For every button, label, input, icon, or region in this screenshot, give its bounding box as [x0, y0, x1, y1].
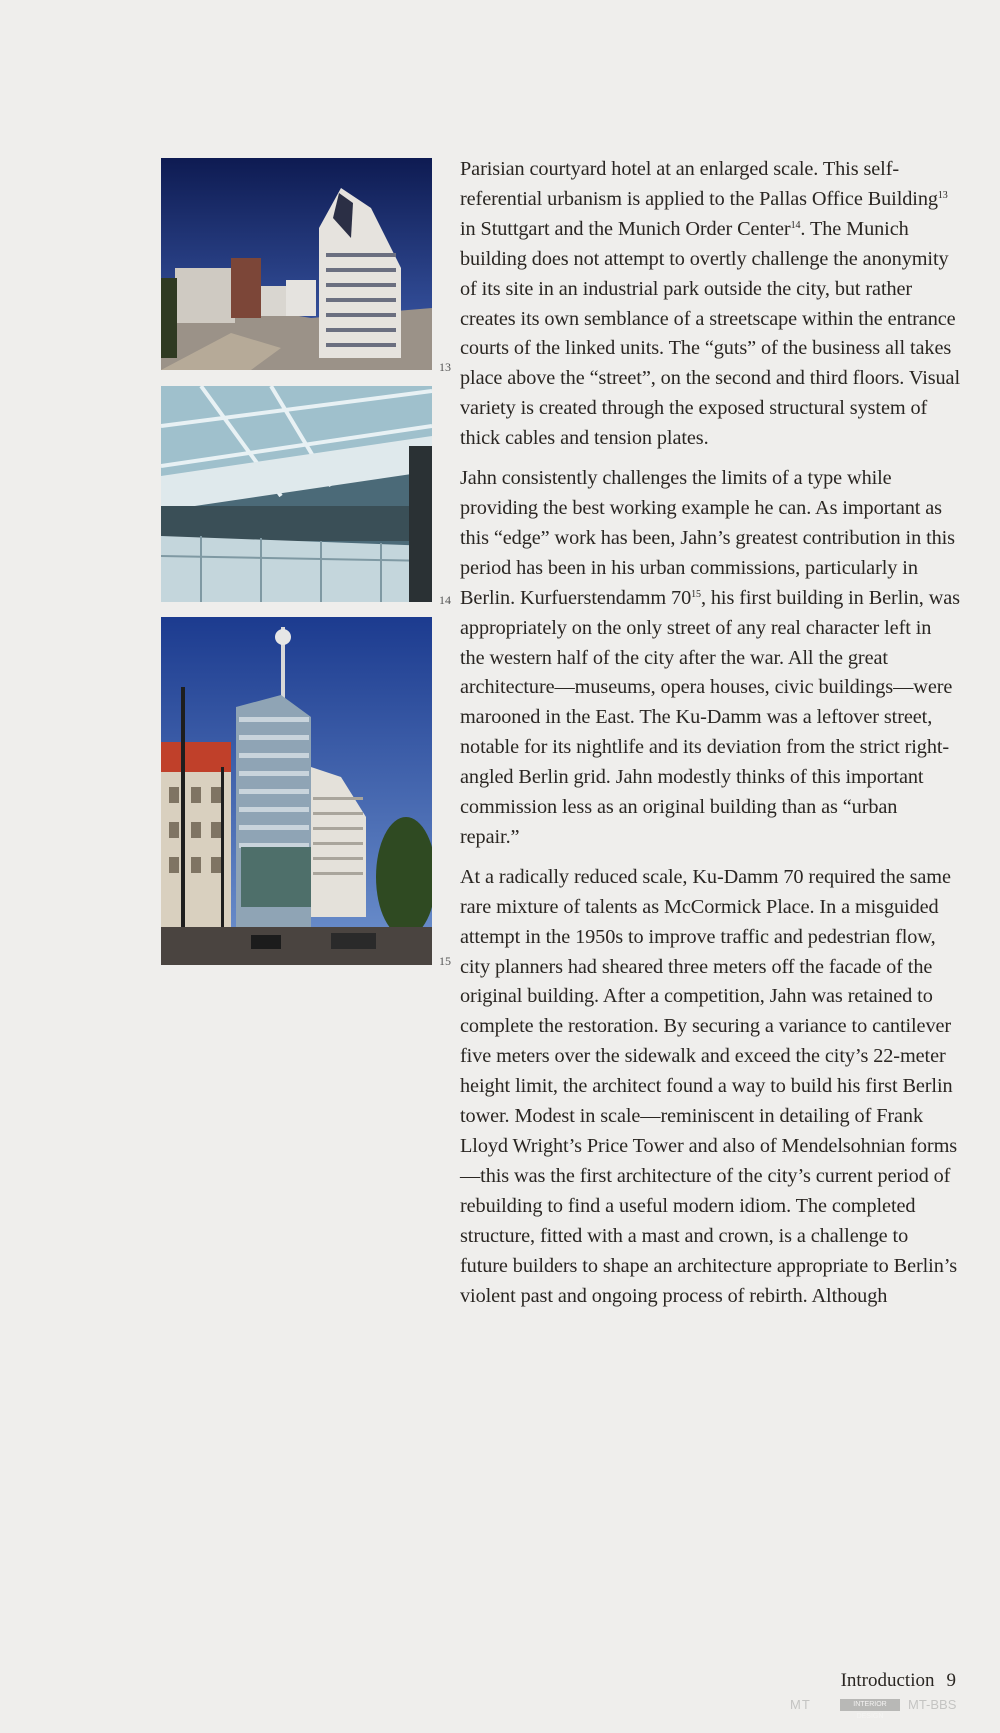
footnote-ref: 13 — [937, 189, 948, 201]
page-number: 9 — [946, 1670, 956, 1691]
body-text-column — [460, 155, 960, 1311]
paragraph-text: , his first building in Berlin, was appropriately on the only street of any real character left in the western half of the city after the war. All the great architecture—museums, opera houses, civic buildings—were marooned in the East. The Ku-Damm was a leftover street, notable for its nightlife and its deviation from the strict right-angled Berlin grid. Jahn modestly thinks of this important commission less as an original building than as “urban repair.” — [460, 586, 960, 848]
paragraph-2 — [460, 464, 960, 853]
figure-number-13: 13 — [439, 360, 451, 374]
footnote-ref: 14 — [790, 219, 801, 231]
footer-section-title: Introduction — [840, 1670, 935, 1691]
paragraph-1 — [460, 155, 960, 454]
paragraph-text: Parisian courtyard hotel at an enlarged scale. This self-referential urbanism is applied to the Pallas Office Building — [460, 158, 938, 210]
figure-number-14: 14 — [439, 593, 451, 607]
footnote-ref: 15 — [691, 588, 701, 600]
photo-kurfuerstendamm-70 — [161, 617, 432, 965]
paragraph-text: . The Munich building does not attempt to overtly challenge the anonymity of its site in an industrial park outside the city, but rather creates its own semblance of a streetscape within the entrance courts of the linked units. The “guts” of the business all takes place above the “street”, on the second and third floors. Visual variety is created through the exposed structural system of thick cables and tension plates. — [460, 217, 960, 450]
paragraph-text: Jahn consistently challenges the limits of a type while providing the best working example he can. As important as this “edge” work has been, Jahn’s greatest contribution in this period has been in his urban commissions, particularly in Berlin. Kurfuerstendamm 70 — [460, 467, 955, 609]
photo-atrium-interior — [161, 386, 432, 602]
figure-number-15: 15 — [439, 954, 451, 968]
watermark — [790, 1697, 990, 1727]
paragraph-text: At a radically reduced scale, Ku-Damm 70 required the same rare mixture of talents as McCormick Place. In a misguided attempt in the 1950s to improve traffic and pedestrian flow, city planners had sheared three meters off the facade of the original building. After a competition, Jahn was retained to complete the restoration. By securing a variance to cantilever five meters over the sidewalk and exceed the city’s 22-meter height limit, the architect found a way to build his first Berlin tower. Modest in scale—reminiscent in detailing of Frank Lloyd Wright’s Price Tower and also of Mendelsohnian forms—this was the first architecture of the city’s current period of rebuilding to find a useful modern idiom. The completed structure, fitted with a mast and crown, is a challenge to future builders to shape an architecture appropriate to Berlin’s violent past and ongoing process of rebirth. Although — [460, 865, 958, 1307]
watermark-badge: INTERIOR DESIGN — [840, 1699, 900, 1711]
page-footer — [841, 1670, 956, 1692]
paragraph-text: in Stuttgart and the Munich Order Center — [460, 217, 791, 240]
paragraph-3 — [460, 863, 960, 1312]
watermark-right: MT-BBS — [908, 1697, 957, 1712]
watermark-left: MT — [790, 1697, 811, 1712]
photo-pallas-office-building — [161, 158, 432, 370]
